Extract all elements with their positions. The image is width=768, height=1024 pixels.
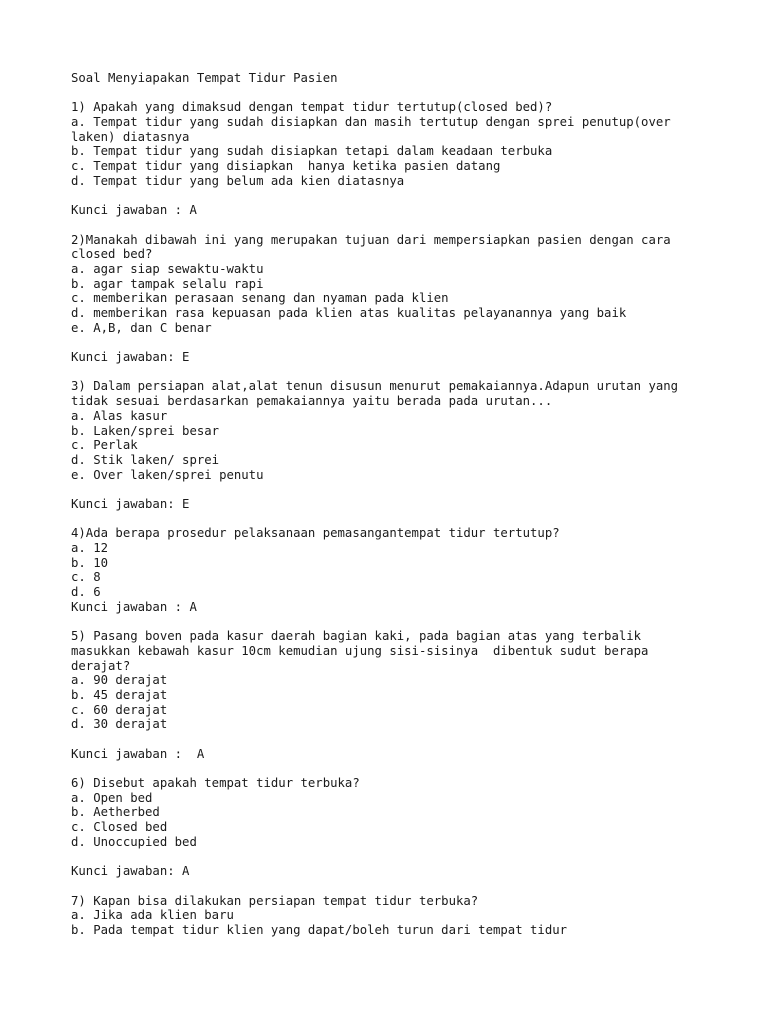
answer-option: laken) diatasnya bbox=[71, 129, 190, 144]
answer-option: e. A,B, dan C benar bbox=[71, 320, 212, 335]
answer-key: Kunci jawaban: A bbox=[71, 864, 190, 879]
question-stem: closed bed? bbox=[71, 247, 153, 262]
question-stem: 6) Disebut apakah tempat tidur terbuka? bbox=[71, 776, 360, 790]
answer-option: e. Over laken/sprei penutu bbox=[71, 467, 264, 482]
question-stem: masukkan kebawah kasur 10cm kemudian ujung sisi-sisinya dibentuk sudut berapa bbox=[71, 643, 649, 658]
question-5 bbox=[71, 629, 711, 732]
question-stem: 4)Ada berapa prosedur pelaksanaan pemasangantempat tidur tertutup? bbox=[71, 526, 560, 541]
question-2 bbox=[71, 233, 711, 336]
question-list bbox=[71, 100, 711, 937]
document-page bbox=[71, 71, 711, 938]
answer-option: c. Closed bed bbox=[71, 820, 168, 835]
answer-option: b. Aetherbed bbox=[71, 805, 160, 820]
answer-option: b. 10 bbox=[71, 555, 109, 570]
answer-option: a. Tempat tidur yang sudah disiapkan dan masih tertutup dengan sprei penutup(over bbox=[71, 115, 671, 130]
document-title: Soal Menyiapakan Tempat Tidur Pasien bbox=[71, 71, 338, 85]
answer-option: d. 30 derajat bbox=[71, 717, 168, 732]
answer-option: c. 60 derajat bbox=[71, 702, 168, 717]
question-stem: 7) Kapan bisa dilakukan persiapan tempat tidur terbuka? bbox=[71, 893, 479, 908]
question-4 bbox=[71, 526, 711, 614]
answer-option: a. Jika ada klien baru bbox=[71, 908, 234, 923]
answer-option: a. 12 bbox=[71, 541, 109, 555]
question-stem: 2)Manakah dibawah ini yang merupakan tujuan dari mempersiapkan pasien dengan cara bbox=[71, 232, 671, 247]
answer-option: a. Open bed bbox=[71, 790, 153, 805]
answer-key-block bbox=[71, 203, 711, 218]
answer-option: a. Alas kasur bbox=[71, 408, 168, 423]
answer-option: c. Tempat tidur yang disiapkan hanya ketika pasien datang bbox=[71, 159, 501, 174]
question-stem: 5) Pasang boven pada kasur daerah bagian kaki, pada bagian atas yang terbalik bbox=[71, 629, 642, 644]
answer-option: a. agar siap sewaktu-waktu bbox=[71, 261, 264, 276]
answer-option: d. 6 bbox=[71, 585, 101, 600]
answer-option: c. 8 bbox=[71, 570, 101, 585]
answer-key: Kunci jawaban : A bbox=[71, 203, 197, 218]
answer-key: Kunci jawaban: E bbox=[71, 496, 190, 511]
answer-option: b. Tempat tidur yang sudah disiapkan tetapi dalam keadaan terbuka bbox=[71, 144, 553, 159]
answer-option: d. Tempat tidur yang belum ada kien diatasnya bbox=[71, 173, 405, 188]
answer-option: b. agar tampak selalu rapi bbox=[71, 276, 264, 291]
question-stem: derajat? bbox=[71, 658, 131, 673]
answer-option: d. Unoccupied bed bbox=[71, 834, 197, 849]
question-3 bbox=[71, 379, 711, 482]
answer-option: b. Laken/sprei besar bbox=[71, 423, 220, 438]
question-6 bbox=[71, 776, 711, 849]
answer-key-block bbox=[71, 747, 711, 762]
question-stem: tidak sesuai berdasarkan pemakaiannya yaitu berada pada urutan... bbox=[71, 394, 553, 409]
answer-key: Kunci jawaban : A bbox=[71, 599, 197, 614]
question-7 bbox=[71, 894, 711, 938]
question-stem: 3) Dalam persiapan alat,alat tenun disusun menurut pemakaiannya.Adapun urutan yang bbox=[71, 379, 679, 394]
answer-key-block bbox=[71, 497, 711, 512]
answer-option: c. memberikan perasaan senang dan nyaman pada klien bbox=[71, 291, 449, 306]
question-1 bbox=[71, 100, 711, 188]
answer-option: d. memberikan rasa kepuasan pada klien atas kualitas pelayanannya yang baik bbox=[71, 306, 627, 320]
question-stem: 1) Apakah yang dimaksud dengan tempat tidur tertutup(closed bed)? bbox=[71, 100, 553, 115]
answer-option: d. Stik laken/ sprei bbox=[71, 452, 220, 467]
answer-option: b. Pada tempat tidur klien yang dapat/boleh turun dari tempat tidur bbox=[71, 922, 568, 937]
answer-key-block bbox=[71, 350, 711, 365]
answer-key: Kunci jawaban : A bbox=[71, 746, 205, 761]
answer-option: b. 45 derajat bbox=[71, 687, 168, 702]
answer-option: c. Perlak bbox=[71, 438, 138, 453]
answer-key: Kunci jawaban: E bbox=[71, 350, 190, 365]
answer-option: a. 90 derajat bbox=[71, 673, 168, 688]
answer-key-block bbox=[71, 864, 711, 879]
